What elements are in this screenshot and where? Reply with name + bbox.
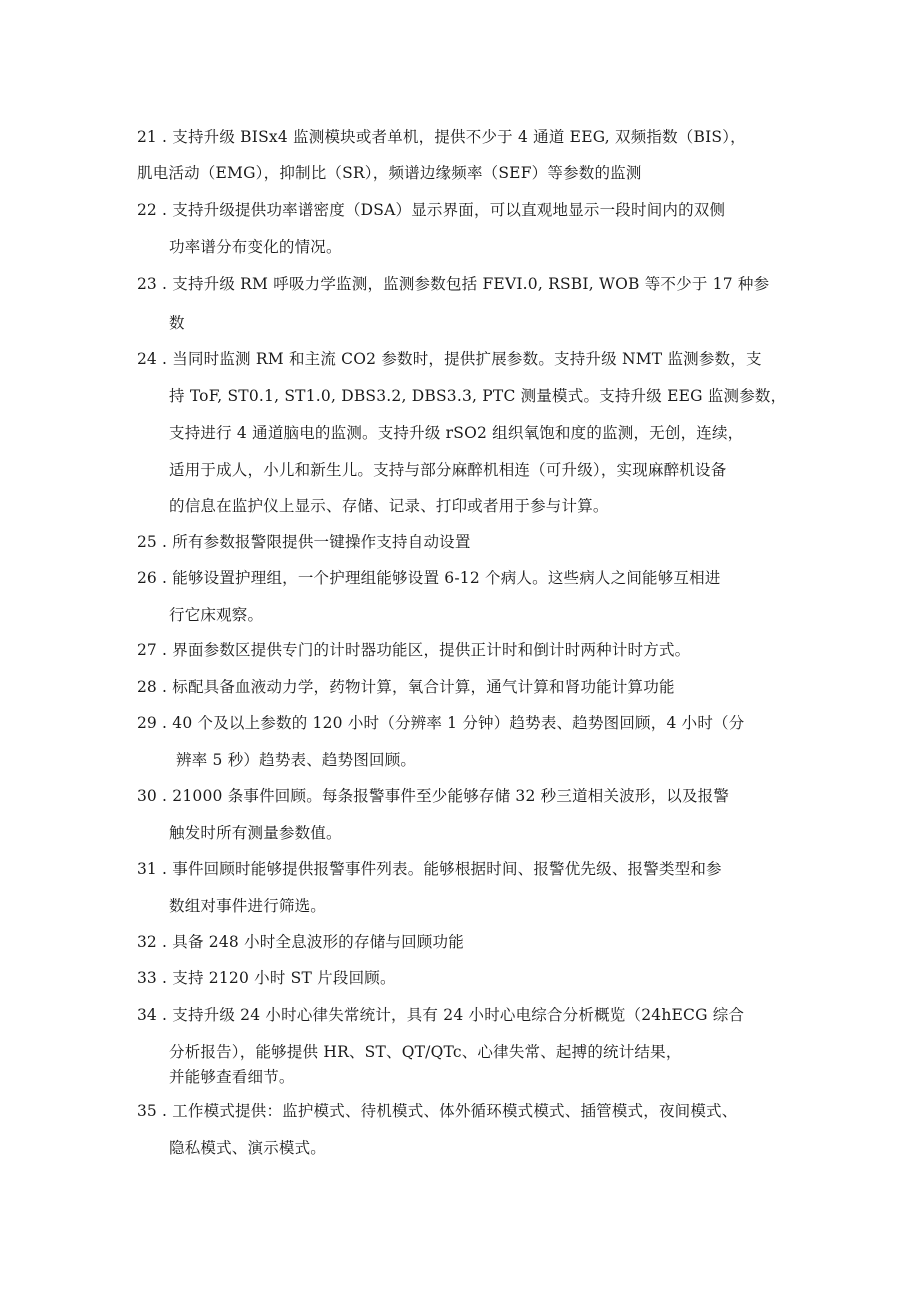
item-number: 22: [137, 201, 157, 219]
item-number: 28: [137, 678, 157, 696]
item-text-line: 持 ToF, ST0.1, ST1.0, DBS3.2, DBS3.3, PTC 测量模式。支持升级 EEG 监测参数，: [169, 387, 787, 405]
item-text-line: . 事件回顾时能够提供报警事件列表。能够根据时间、报警优先级、报警类型和参: [162, 860, 722, 878]
item-text-line: 行它床观察。: [169, 606, 264, 624]
item-text-line: . 支持升级提供功率谱密度（DSA）显示界面，可以直观地显示一段时间内的双侧: [162, 201, 726, 219]
item-text-line: 的信息在监护仪上显示、存储、记录、打印或者用于参与计算。: [169, 497, 609, 515]
item-text-line: . 具备 248 小时全息波形的存储与回顾功能: [162, 933, 464, 951]
item-text-line: 适用于成人，小儿和新生儿。支持与部分麻醉机相连（可升级），实现麻醉机设备: [169, 461, 727, 479]
item-text-line: . 40 个及以上参数的 120 小时（分辨率 1 分钟）趋势表、趋势图回顾，4 小时（分: [162, 714, 745, 732]
item-text-line: . 支持 2120 小时 ST 片段回顾。: [162, 969, 396, 987]
item-text-line: 肌电活动（EMG），抑制比（SR），频谱边缘频率（SEF）等参数的监测: [137, 164, 642, 182]
item-text-line: 支持进行 4 通道脑电的监测。支持升级 rSO2 组织氧饱和度的监测，无创，连续，: [169, 424, 744, 442]
item-text-line: . 支持升级 BISx4 监测模块或者单机，提供不少于 4 通道 EEG, 双频指数（BIS），: [162, 128, 746, 146]
item-number: 27: [137, 641, 157, 659]
item-text-line: 并能够查看细节。: [169, 1068, 295, 1086]
item-text-line: . 支持升级 24 小时心律失常统计，具有 24 小时心电综合分析概览（24hECG 综合: [162, 1006, 745, 1024]
item-text-line: . 21000 条事件回顾。每条报警事件至少能够存储 32 秒三道相关波形，以及报警: [162, 787, 730, 805]
item-text-line: . 界面参数区提供专门的计时器功能区，提供正计时和倒计时两种计时方式。: [162, 641, 691, 659]
item-text-line: . 当同时监测 RM 和主流 CO2 参数时，提供扩展参数。支持升级 NMT 监测参数，支: [162, 350, 762, 368]
item-text-line: 隐私模式、演示模式。: [169, 1139, 327, 1157]
item-number: 35: [137, 1102, 157, 1120]
item-text-line: 数: [169, 314, 185, 332]
item-number: 32: [137, 933, 157, 951]
item-text-line: 辨率 5 秒）趋势表、趋势图回顾。: [176, 751, 417, 769]
item-text-line: 功率谱分布变化的情况。: [169, 238, 342, 256]
item-text-line: 触发时所有测量参数值。: [169, 824, 342, 842]
item-number: 34: [137, 1006, 157, 1024]
item-number: 26: [137, 569, 157, 587]
item-text-line: . 所有参数报警限提供一键操作支持自动设置: [162, 533, 471, 551]
item-text-line: . 标配具备血液动力学，药物计算，氧合计算，通气计算和肾功能计算功能: [162, 678, 675, 696]
item-number: 23: [137, 275, 157, 293]
item-number: 21: [137, 128, 157, 146]
item-number: 33: [137, 969, 157, 987]
item-text-line: . 支持升级 RM 呼吸力学监测，监测参数包括 FEVI.0, RSBI, WOB 等不少于 17 种参: [162, 275, 770, 293]
item-text-line: 分析报告），能够提供 HR、ST、QT/QTc、心律失常、起搏的统计结果，: [169, 1043, 682, 1061]
item-number: 24: [137, 350, 157, 368]
item-text-line: . 能够设置护理组，一个护理组能够设置 6-12 个病人。这些病人之间能够互相进: [162, 569, 721, 587]
item-number: 29: [137, 714, 157, 732]
item-number: 25: [137, 533, 157, 551]
item-number: 30: [137, 787, 157, 805]
item-number: 31: [137, 860, 157, 878]
item-text-line: . 工作模式提供：监护模式、待机模式、体外循环模式模式、插管模式，夜间模式、: [162, 1102, 738, 1120]
item-text-line: 数组对事件进行筛选。: [169, 897, 327, 915]
